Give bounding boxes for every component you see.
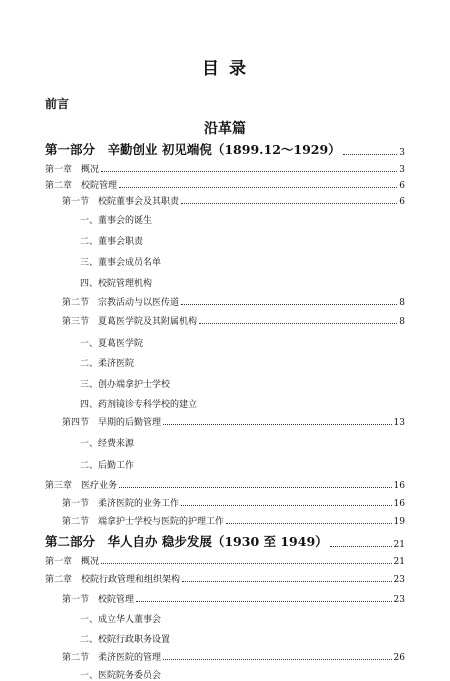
dot-leader — [199, 323, 397, 324]
toc-entry-label: 第三章 医疗业务 — [45, 481, 118, 491]
toc-entry-item — [80, 234, 405, 247]
toc-entry-page-number: 6 — [399, 197, 405, 207]
toc-entry-label: 第四节 早期的后勤管理 — [62, 418, 162, 428]
toc-entry-label: 一、成立华人董事会 — [80, 615, 162, 625]
dot-leader — [136, 601, 392, 602]
toc-entry-item — [80, 436, 405, 449]
dot-leader — [163, 659, 392, 660]
dot-leader — [182, 581, 392, 582]
toc-entry-section — [62, 295, 405, 308]
toc-entry-page-number: 6 — [399, 181, 405, 191]
dot-leader — [101, 171, 397, 172]
dot-leader — [119, 487, 392, 488]
toc-entry-page-number: 19 — [393, 517, 405, 527]
toc-entry-page-number: 21 — [393, 557, 405, 567]
toc-entry-label: 二、后勤工作 — [80, 461, 135, 471]
toc-entry-item — [80, 356, 405, 369]
toc-entry-label: 第一节 校院董事会及其职责 — [62, 197, 180, 207]
toc-entry-item — [80, 458, 405, 471]
dot-leader — [119, 187, 397, 188]
toc-entry-label: 第二节 宗教活动与以医传道 — [62, 298, 180, 308]
toc-entry-label: 二、校院行政职务设置 — [80, 635, 171, 645]
toc-entry-label: 第二章 校院管理 — [45, 181, 118, 191]
toc-entry-label: 二、柔济医院 — [80, 359, 135, 369]
toc-entry-item — [80, 276, 405, 289]
preface-heading: 前言 — [45, 97, 70, 111]
toc-entry-item — [80, 397, 405, 410]
dot-leader — [330, 546, 392, 547]
toc-entry-section — [62, 592, 405, 605]
toc-entry-page-number: 13 — [393, 418, 405, 428]
toc-entry-page-number: 23 — [393, 595, 405, 605]
dot-leader — [181, 505, 392, 506]
toc-entry-part — [45, 532, 405, 550]
toc-entry-label: 第二章 校院行政管理和组织架构 — [45, 575, 181, 585]
toc-entry-section — [62, 514, 405, 527]
toc-entry-page-number: 26 — [393, 653, 405, 663]
toc-entry-label: 一、经费来源 — [80, 439, 135, 449]
toc-entry-chapter — [45, 554, 405, 567]
toc-entry-section — [62, 194, 405, 207]
toc-entry-part — [45, 140, 405, 158]
toc-entry-label: 三、董事会成员名单 — [80, 258, 162, 268]
dot-leader — [226, 523, 392, 524]
toc-entry-label: 四、药剂镜诊专科学校的建立 — [80, 400, 198, 410]
toc-entry-page-number: 3 — [399, 165, 405, 175]
toc-entry-chapter — [45, 572, 405, 585]
toc-entry-item — [80, 213, 405, 226]
toc-entry-label: 二、董事会职责 — [80, 237, 144, 247]
toc-entry-section — [62, 314, 405, 327]
toc-entry-chapter — [45, 162, 405, 175]
toc-entry-label: 第一章 概况 — [45, 557, 100, 567]
toc-entry-page-number: 8 — [399, 317, 405, 327]
toc-entry-label: 三、创办端拿护士学校 — [80, 380, 171, 390]
toc-entry-item — [80, 255, 405, 268]
toc-entry-label: 第二节 柔济医院的管理 — [62, 653, 162, 663]
toc-entry-label: 第一部分 辛勤创业 初见端倪（1899.12～1929） — [45, 142, 341, 157]
toc-entry-label: 第三节 夏葛医学院及其附属机构 — [62, 317, 198, 327]
toc-entry-item — [80, 612, 405, 625]
dot-leader — [181, 304, 397, 305]
toc-entry-section — [62, 496, 405, 509]
toc-entry-page-number: 16 — [393, 481, 405, 491]
toc-entry-page-number: 23 — [393, 575, 405, 585]
toc-entry-page-number: 3 — [399, 148, 405, 158]
toc-entry-label: 第二部分 华人自办 稳步发展（1930 至 1949） — [45, 534, 328, 549]
toc-entry-item — [80, 377, 405, 390]
toc-entry-label: 一、夏葛医学院 — [80, 339, 144, 349]
toc-entry-label: 第一章 概况 — [45, 165, 100, 175]
toc-entry-chapter — [45, 478, 405, 491]
dot-leader — [181, 203, 397, 204]
toc-entry-label: 第二节 端拿护士学校与医院的护理工作 — [62, 517, 225, 527]
toc-entry-label: 第一节 校院管理 — [62, 595, 135, 605]
toc-entry-item — [80, 668, 405, 681]
dot-leader — [343, 154, 397, 155]
toc-entry-label: 第一节 柔济医院的业务工作 — [62, 499, 180, 509]
toc-entry-label: 一、董事会的诞生 — [80, 216, 153, 226]
toc-entry-page-number: 16 — [393, 499, 405, 509]
toc-entry-item — [80, 632, 405, 645]
toc-entry-item — [80, 336, 405, 349]
dot-leader — [101, 563, 392, 564]
toc-entry-page-number: 21 — [393, 540, 405, 550]
toc-entry-chapter — [45, 178, 405, 191]
page-title: 目 录 — [202, 59, 248, 79]
toc-entry-label: 四、校院管理机构 — [80, 279, 153, 289]
dot-leader — [163, 424, 392, 425]
toc-entry-page-number: 8 — [399, 298, 405, 308]
toc-entry-section — [62, 415, 405, 428]
toc-entry-label: 一、医院院务委员会 — [80, 671, 162, 681]
section-heading: 沿革篇 — [204, 121, 246, 137]
